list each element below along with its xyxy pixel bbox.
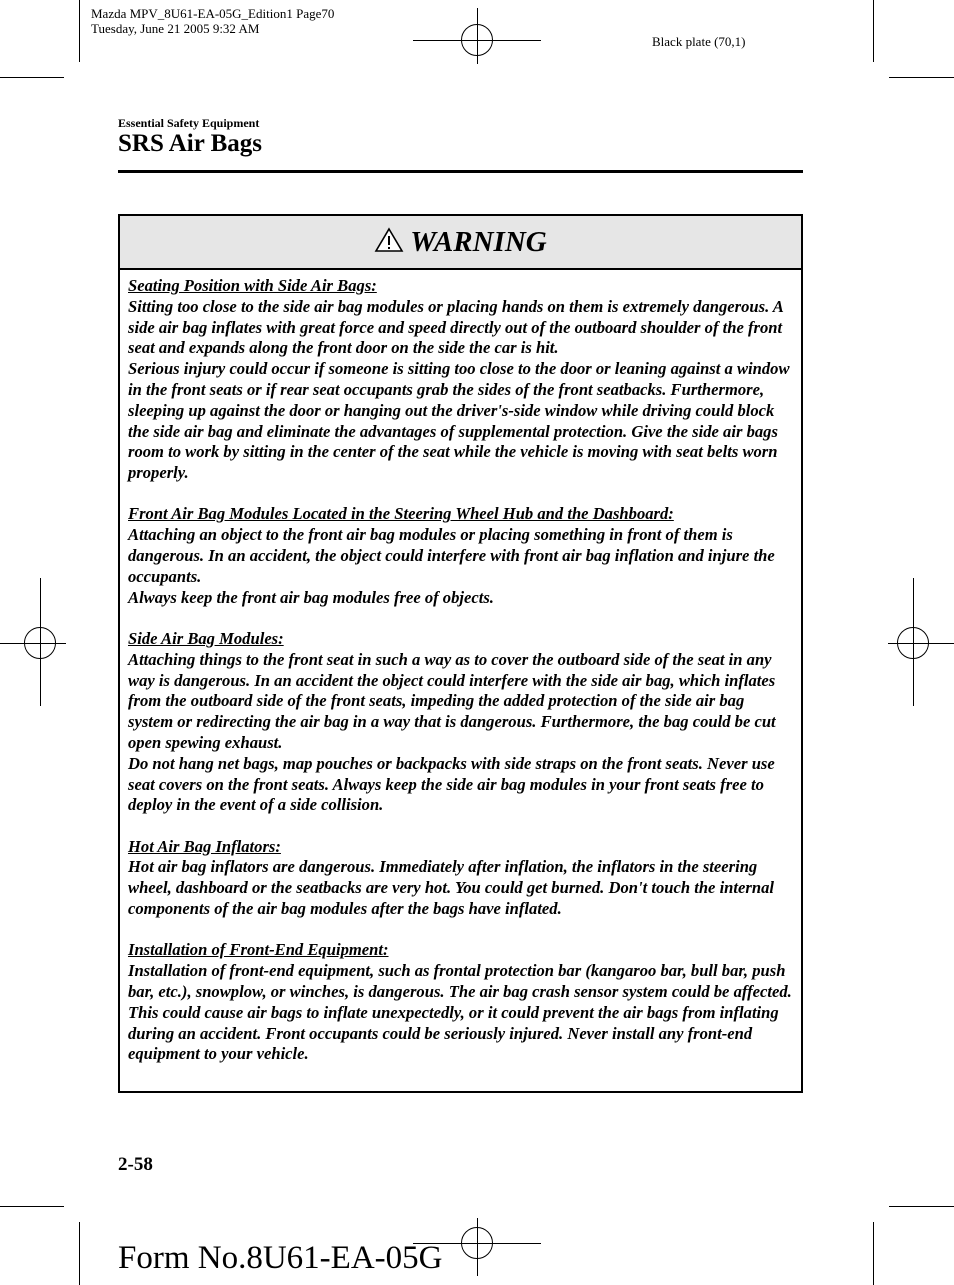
registration-circle	[461, 24, 493, 56]
crop-mark	[873, 1222, 874, 1285]
block-heading: Installation of Front-End Equipment:	[128, 940, 389, 960]
block-heading: Side Air Bag Modules:	[128, 628, 284, 648]
crop-mark	[889, 1206, 954, 1207]
block-heading: Seating Position with Side Air Bags:	[128, 276, 377, 295]
crop-mark	[873, 0, 874, 62]
warning-block	[128, 629, 793, 816]
warning-box	[118, 214, 803, 1093]
warning-title: WARNING	[410, 225, 547, 258]
warning-block	[128, 837, 793, 920]
warning-header	[120, 216, 801, 270]
block-paragraph: Serious injury could occur if someone is sitting too close to the door or leaning against a window in the front seats or if rear seat occupants grab the sides of the front seatbacks. Furthermore, sleeping up against the door or hanging out the driver's-side window while driving could block the side air bag and eliminate the advantages of supplemental protection. Give the side air bags room to work by sitting in the center of the seat while the vehicle is moving with seat belts worn properly.	[128, 359, 790, 483]
warning-block	[128, 940, 793, 1065]
block-paragraph: Always keep the front air bag modules free of objects.	[128, 587, 494, 607]
block-paragraph: Attaching things to the front seat in such a way as to cover the outboard side of the seat in any way is dangerous. In an accident the object could interfere with the side air bag, which inflates from the outboard side of the front seats, impeding the added protection of the side air bag system or redirecting the air bag in a way that is dangerous. Furthermore, the bag could be cut open spewing exhaust.	[128, 649, 776, 752]
warning-block	[128, 504, 793, 608]
form-number: Form No.8U61-EA-05G	[118, 1240, 443, 1276]
block-paragraph: Attaching an object to the front air bag modules or placing something in front of them is dangerous. In an accident, the object could interfere with front air bag inflation and injure the occupants.	[128, 525, 775, 586]
crop-mark	[79, 0, 80, 62]
registration-circle	[461, 1227, 493, 1259]
page-title: SRS Air Bags	[118, 130, 263, 157]
block-paragraph: Sitting too close to the side air bag modules or placing hands on them is extremely dangerous. A side air bag inflates with great force and speed directly out of the outboard shoulder of the front seat and expands along the front door on the side the car is hit.	[128, 296, 783, 358]
warning-body	[120, 270, 801, 1065]
block-heading: Front Air Bag Modules Located in the Steering Wheel Hub and the Dashboard:	[128, 504, 674, 524]
block-heading: Hot Air Bag Inflators:	[128, 836, 281, 856]
registration-circle	[897, 627, 929, 659]
crop-mark	[79, 1222, 80, 1285]
meta-line-1: Mazda MPV_8U61-EA-05G_Edition1 Page70	[91, 6, 335, 21]
block-paragraph: Do not hang net bags, map pouches or backpacks with side straps on the front seats. Never use seat covers on the front seats. Always keep the side air bag modules in your front seats free to deploy in the event of a side collision.	[128, 753, 775, 815]
plate-label: Black plate (70,1)	[652, 34, 746, 49]
section-label: Essential Safety Equipment	[118, 116, 260, 130]
warning-block	[128, 276, 793, 484]
crop-mark	[889, 77, 954, 78]
registration-circle	[24, 627, 56, 659]
page-number: 2-58	[118, 1154, 153, 1175]
crop-mark	[0, 1206, 64, 1207]
document-meta	[91, 6, 334, 36]
block-paragraph: Installation of front-end equipment, such as frontal protection bar (kangaroo bar, bull bar, push bar, etc.), snowplow, or winches, is dangerous. The air bag crash sensor system could be affected. This could cause air bags to inflate unexpectedly, or it could prevent the air bags from inflating during an accident. Front occupants could be seriously injured. Never install any front-end equipment to your vehicle.	[128, 961, 792, 1064]
block-paragraph: Hot air bag inflators are dangerous. Immediately after inflation, the inflators in the steering wheel, dashboard or the seatbacks are very hot. You could get burned. Don't touch the internal components of the air bag modules after the bags have inflated.	[128, 857, 774, 919]
meta-line-2: Tuesday, June 21 2005 9:32 AM	[91, 21, 260, 36]
warning-triangle-icon	[374, 227, 404, 258]
title-rule	[118, 170, 803, 173]
crop-mark	[0, 77, 64, 78]
